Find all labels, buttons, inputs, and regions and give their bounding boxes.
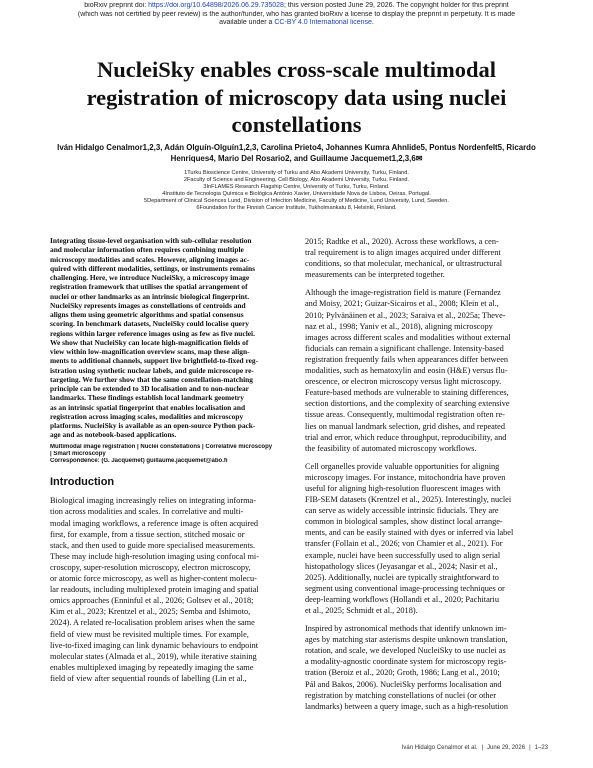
text-line: tral requirement is to align images acquired under different — [305, 248, 501, 258]
abstract-line: age and as notebook-based applications. — [50, 430, 177, 440]
abstract-line: ments to additional channels, support live brightfield-to-fixed reg- — [50, 356, 259, 366]
text-line: molecular states (Almada et al., 2019), while iterative staining — [50, 651, 257, 661]
author-line: Iván Hidalgo Cenalmor1,2,3, Adán Olguín-Olguín1,2,3, Carolina Prieto4, Johannes Kumra Ahnlide5, Pontus Nordenfelt5, Ricardo — [57, 143, 536, 152]
affiliations — [40, 170, 553, 213]
text-line: modal imaging workflows, a reference image is often acquired — [50, 518, 259, 528]
text-line: trial and error, which reduce throughput, reproducibility, and — [305, 432, 507, 442]
text-line: useful for aligning high-resolution fluorescent images with — [305, 483, 501, 493]
text-line: the feasibility of automated microscopy workflows. — [305, 443, 477, 453]
page-footer — [398, 744, 548, 752]
text-line: Feature-based methods are vulnerable to staining differences, — [305, 388, 509, 398]
text-line: Kim et al., 2023; Krentzel et al., 2025; Semba and Ishimoto, — [50, 607, 251, 617]
text-line: live-to-fixed imaging can link dynamic behaviours to endpoint — [50, 640, 259, 650]
text-line: tration (Beroiz et al., 2020; Groth, 1986; Lang et al., 2010; — [305, 668, 500, 678]
affiliation: 2Faculty of Science and Engineering, Cell Biology, Åbo Akademi University, Turku, Finland. — [183, 177, 410, 184]
abstract-line: principle can be extended to 3D localisation and to non-nuclear — [50, 384, 249, 393]
abstract-line: challenging. Here, we introduce NucleiSky, a microscopy image — [50, 273, 250, 282]
text-line: a modality-agnostic coordinate system for microscopy regis- — [305, 657, 507, 667]
abstract-line: landmarks. These findings establish local landmark geometry — [50, 393, 244, 403]
text-line: section distortions, and the complexity of searching extensive — [305, 399, 510, 409]
abstract-line: NucleiSky represents images as constellations of centroids and — [50, 300, 246, 310]
text-line: Cell organelles provide valuable opportunities for aligning — [305, 461, 500, 471]
text-line: first, for example, from a tissue section, stitched mosaic or — [50, 529, 245, 539]
text-line: registration by matching constellations of nuclei (or other — [305, 690, 497, 700]
text-line: can serve as widely accessible intrinsic fiducials. They are — [305, 506, 499, 516]
title-line: constellations — [231, 112, 362, 137]
paper-title — [40, 56, 553, 139]
text-line: transfer (Follain et al., 2026; von Chamier et al., 2021). For — [305, 539, 503, 549]
affiliation: 1Turku Bioscience Centre, University of Turku and Åbo Akademi University, Turku, Finland. — [184, 170, 409, 176]
text-line: stack, and then used to guide more specialised measurements. — [50, 540, 256, 550]
text-line: orescence, or electron microscopy versus light microscopy. — [305, 377, 502, 387]
text-line: et al., 2025; Schmidt et al., 2018). — [305, 606, 418, 615]
text-line: Although the image-registration field is mature (Fernandez — [305, 288, 501, 298]
text-line: field of view after sequential rounds of labelling (Lin et al., — [50, 673, 247, 683]
abstract-line: as an intrinsic spatial fingerprint that enables localisation and — [50, 402, 246, 412]
abstract-line: registration across imaging scales, modalities and microscopy — [50, 411, 244, 421]
banner-text: bioRxiv preprint doi: — [84, 2, 149, 9]
text-line: example, nuclei have been successfully used to align serial — [305, 550, 501, 560]
doi-link[interactable]: https://doi.org/10.64898/2026.06.29.735028 — [148, 2, 284, 9]
paragraph — [305, 461, 548, 616]
affiliation: 4Instituto de Tecnologia Química e Biológica António Xavier, Universidade Nova de Lisboa, Oeiras, Portugal. — [162, 191, 431, 198]
text-line: lar readouts, including multiplexed protein imaging and spatial — [50, 585, 259, 595]
abstract-line: platforms. NucleiSky is available as an open-source Python pack- — [50, 421, 256, 430]
keywords-line: | Smart microscopy — [50, 450, 106, 457]
text-line: 2015; Radtke et al., 2020). Across these workflows, a cen- — [305, 237, 499, 246]
banner-line-1 — [0, 2, 593, 11]
abstract — [50, 236, 293, 440]
text-line: or atomic force microscopy, as well as higher-content molecu- — [50, 574, 257, 584]
left-column — [50, 236, 293, 684]
footer-authors: Iván Hidalgo Cenalmor et al. — [401, 745, 478, 751]
text-line: rotation, and scale, we developed NucleiSky to use nuclei as — [305, 646, 506, 656]
footer-pages: 1–23 — [534, 745, 548, 751]
footer-date: June 29, 2026 — [487, 745, 526, 751]
introduction-text — [50, 495, 293, 684]
right-column-text — [305, 236, 548, 712]
affiliation: 6Foundation for the Finnish Cancer Institute, Tukholmankatu 8, Helsinki, Finland. — [196, 205, 397, 212]
text-line: fiducials can remain a significant challenge. Intensity-based — [305, 343, 504, 353]
text-line: 2010; Pylvänäinen et al., 2023; Saraiva et al., 2025a; Theve- — [305, 310, 506, 320]
text-line: and Moisy, 2021; Guizar-Sicairos et al., 2008; Klein et al., — [305, 299, 499, 309]
text-line: images across different scales and modalities without external — [305, 332, 511, 342]
affiliation: 5Department of Clinical Sciences Lund, Division of Infection Medicine, Faculty of Medicine, Lund University, Lund, Sweden. — [144, 198, 449, 205]
preprint-banner — [0, 2, 593, 28]
abstract-line: and molecular information often requires combining multiple — [50, 245, 244, 255]
text-line: 2025). Additionally, nuclei are typically straightforward to — [305, 572, 499, 582]
text-line: conditions, so that molecular, mechanical, or ultrastructural — [305, 259, 503, 269]
text-line: ments, and can be easily stained with dyes or inferred via label — [305, 528, 514, 538]
abstract-line: We show that NucleiSky can locate high-magnification fields of — [50, 337, 249, 347]
text-line: common in biological samples, show distinct local arrange- — [305, 517, 503, 527]
text-line: 2024). A related re-localisation problem arises when the same — [50, 618, 255, 628]
footer-separator: | — [529, 745, 531, 751]
text-line: ages by matching star asterisms despite unknown translation, — [305, 635, 508, 645]
abstract-line: aligns them using geometric algorithms and spatial consensus — [50, 310, 244, 319]
abstract-line: microscopy modalities and scales. However, aligning images ac- — [50, 254, 250, 264]
text-line: tissue areas. Consequently, multimodal registration often re- — [305, 410, 505, 420]
abstract-line: scoring. In benchmark datasets, NucleiSky could localise query — [50, 319, 249, 329]
title-line: registration of microscopy data using nuclei — [86, 84, 507, 110]
paragraph — [305, 287, 548, 453]
banner-line-2: (which was not certified by peer review) is the author/funder, who has granted bioRxiv a license to display the preprint in perpetuity. It is made — [77, 10, 516, 18]
text-line: lies on manual landmark selection, grid dishes, and repeated — [305, 421, 505, 431]
text-line: registration frequently fails when appearances differ between — [305, 354, 509, 364]
abstract-line: quired with different modalities, settings, or instruments remains — [50, 263, 255, 273]
banner-line-3 — [0, 19, 593, 28]
text-line: histopathology slices (Jeyasangar et al., 2024; Nasir et al., — [305, 561, 498, 571]
text-line: FIB-SEM datasets (Krentzel et al., 2025). Interestingly, nuclei — [305, 495, 512, 505]
text-line: deep-learning workflows (Hollandi et al., 2020; Pachitariu — [305, 594, 500, 604]
text-line: These may include high-resolution imaging using confocal mi- — [50, 551, 259, 561]
abstract-line: view within low-magnification overview scans, map these align- — [50, 347, 250, 356]
affiliation: 3InFLAMES Research Flagship Centre, University of Turku, Turku, Finland. — [203, 184, 390, 191]
banner-text: . — [371, 19, 374, 27]
banner-text: ; this version posted June 29, 2026. The copyright holder for this preprint — [283, 2, 509, 9]
text-line: croscopy, super-resolution microscopy, electron microscopy, — [50, 562, 251, 572]
paragraph — [305, 623, 548, 712]
text-line: microscopy images. For instance, mitochondria have proven — [305, 472, 506, 482]
banner-text: available under a — [219, 19, 275, 27]
abstract-line: targeting. We further show that the same constellation-matching — [50, 374, 253, 384]
text-line: omics approaches (Enninful et al., 2026; Goltsev et al., 2018; — [50, 596, 254, 606]
abstract-line: regions within larger reference images using as few as five nuclei. — [50, 328, 255, 338]
keywords-line: Correspondence: (G. Jacquemet) guillaume.jacquemet@abo.fi — [50, 458, 228, 465]
text-line: field of view must be revisited multiple times. For example, — [50, 629, 249, 639]
license-link[interactable]: CC-BY 4.0 International license — [274, 19, 372, 27]
keywords — [50, 444, 293, 466]
text-line: Pál and Bakos, 2006). NucleiSky performs localisation and — [305, 679, 502, 689]
abstract-line: registration framework that utilises the spatial arrangement of — [50, 282, 248, 292]
abstract-line: Integrating tissue-level organisation with sub-cellular resolution — [50, 236, 252, 245]
text-line: Biological imaging increasingly relies on integrating informa- — [50, 496, 256, 506]
text-line: segment using conventional image-processing techniques or — [305, 583, 505, 593]
text-line: tion across modalities and scales. In correlative and multi- — [50, 507, 244, 517]
keywords-line: Multimodal image registration | Nuclei constellations | Correlative microscopy — [50, 443, 273, 450]
text-line: enables multiplexed imaging by repeatedly imaging the same — [50, 662, 254, 672]
text-line: measurements can be interpreted together. — [305, 270, 445, 280]
text-line: Inspired by astronomical methods that identify unknown im- — [305, 624, 507, 634]
abstract-line: nuclei or other landmarks as an intrinsic biological fingerprint. — [50, 291, 250, 301]
paragraph — [305, 236, 548, 280]
author-list — [50, 143, 543, 164]
text-line: naz et al., 1998; Yaniv et al., 2018), aligning microscopy — [305, 321, 493, 331]
text-line: landmarks) between a query image, such as a high-resolution — [305, 701, 508, 711]
section-heading-introduction: Introduction — [50, 476, 115, 489]
right-column — [305, 236, 548, 719]
title-line: NucleiSky enables cross-scale multimodal — [97, 57, 496, 82]
author-line: Henriques4, Mario Del Rosario2, and Guillaume Jacquemet1,2,3,6✉ — [170, 153, 423, 163]
footer-separator: | — [481, 745, 484, 751]
abstract-line: istration using synthetic nuclear labels, and guide microscope re- — [50, 365, 254, 375]
text-line: modalities, such as hematoxylin and eosin (H&E) versus flu- — [305, 366, 508, 376]
